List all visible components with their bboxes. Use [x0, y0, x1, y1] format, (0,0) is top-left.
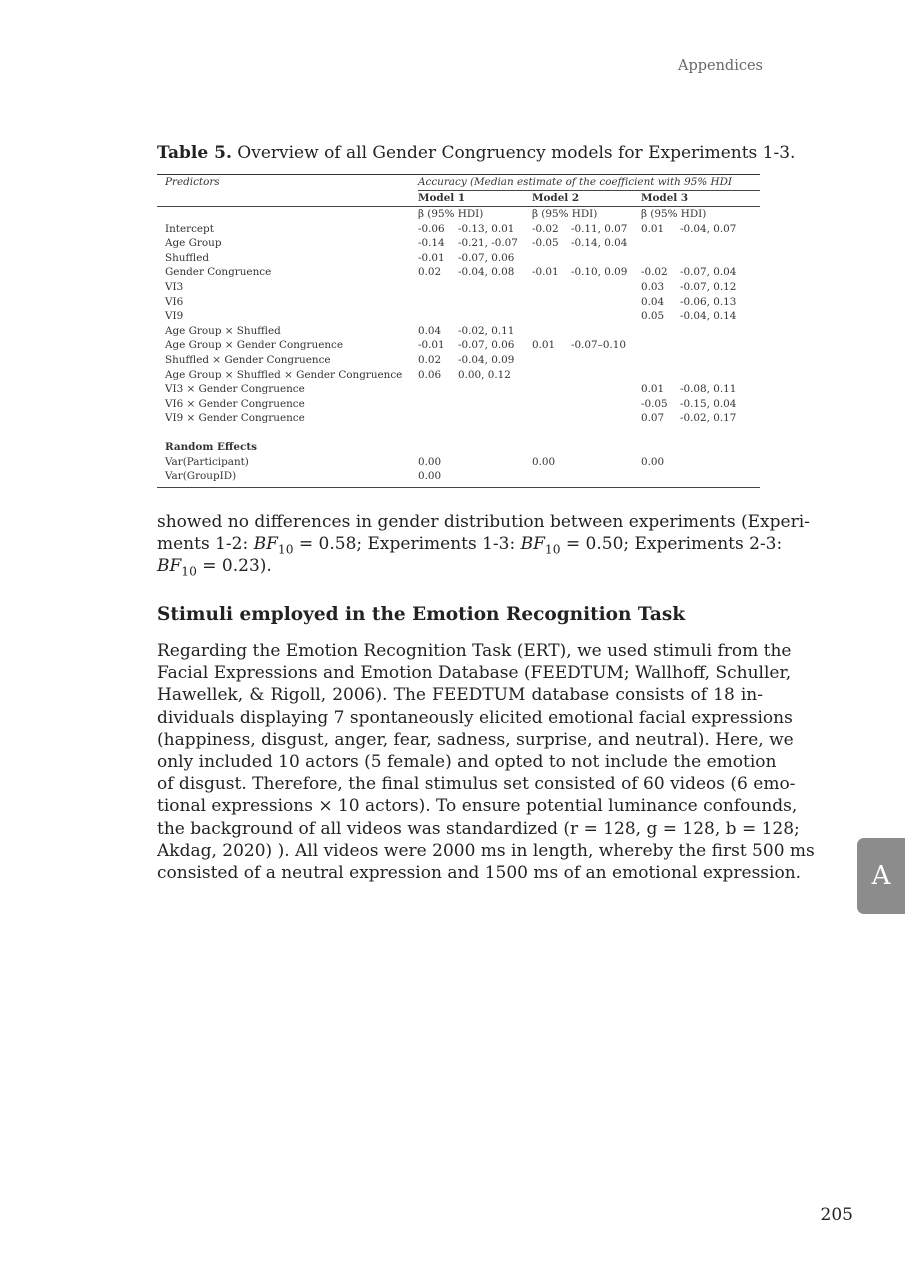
model-1-hdi: -0.04, 0.09 — [458, 353, 515, 366]
bayes-factor-subscript: 10 — [277, 542, 294, 557]
predictor-label: Shuffled × Gender Congruence — [165, 353, 331, 366]
table-row — [157, 295, 760, 310]
model-1-estimate: -0.14 — [418, 237, 445, 250]
beta-header-row — [157, 207, 760, 222]
model-3-hdi: -0.04, 0.14 — [680, 310, 737, 323]
predictor-label: VI9 — [165, 310, 184, 323]
paragraph-1 — [157, 511, 810, 579]
model-1-hdi: -0.21, -0.07 — [458, 237, 518, 250]
bayes-factor-symbol: BF — [157, 556, 182, 577]
model-1-hdi: -0.07, 0.06 — [458, 251, 515, 264]
predictors-header: Predictors — [165, 176, 220, 188]
model-3-hdi: -0.07, 0.12 — [680, 280, 737, 293]
table-row — [157, 368, 760, 383]
model-1-estimate: -0.06 — [418, 222, 445, 235]
model-3-variance: 0.00 — [641, 455, 665, 468]
table-row — [157, 338, 760, 353]
model-1-estimate: 0.06 — [418, 368, 442, 381]
model-2-estimate: -0.05 — [532, 237, 559, 250]
model-1-estimate: -0.01 — [418, 251, 445, 264]
model-3-estimate: -0.05 — [641, 397, 668, 410]
table-row — [157, 280, 760, 295]
model-3-estimate: -0.02 — [641, 266, 668, 279]
paragraph-2-line: of disgust. Therefore, the final stimulus set consisted of 60 videos (6 emo- — [157, 774, 796, 795]
table-row — [157, 236, 760, 251]
predictor-label: VI9 × Gender Congruence — [165, 412, 305, 425]
results-table — [157, 174, 760, 488]
model-3-estimate: 0.03 — [641, 280, 665, 293]
paragraph-2-line: Hawellek, & Rigoll, 2006). The FEEDTUM database consists of 18 in- — [157, 685, 763, 706]
paragraph-2-line: (happiness, disgust, anger, fear, sadness, surprise, and neutral). Here, we — [157, 729, 794, 750]
bayes-factor-symbol: BF — [520, 534, 545, 555]
text-run: = 0.50; Experiments 2-3: — [560, 534, 783, 555]
paragraph-1-line — [157, 555, 763, 577]
paragraph-2-line: consisted of a neutral expression and 1500 ms of an emotional expression. — [157, 862, 802, 883]
model-2-header: Model 2 — [532, 192, 580, 204]
bayes-factor-symbol: BF — [253, 534, 278, 555]
model-2-hdi: -0.07–0.10 — [571, 339, 626, 352]
table-caption — [157, 142, 796, 164]
model-1-header: Model 1 — [418, 192, 466, 204]
model-1-estimate: 0.02 — [418, 353, 442, 366]
model-header-row — [157, 191, 760, 206]
model-1-hdi: 0.00, 0.12 — [458, 368, 511, 381]
random-effect-row — [157, 469, 760, 484]
model-1-estimate: -0.01 — [418, 339, 445, 352]
table-row — [157, 382, 760, 397]
model-1-hdi: -0.07, 0.06 — [458, 339, 515, 352]
model-3-hdi: -0.04, 0.07 — [680, 222, 737, 235]
table-caption-label: Table 5. — [157, 143, 232, 163]
model-2-estimate: 0.01 — [532, 339, 556, 352]
model-1-variance: 0.00 — [418, 470, 442, 483]
model-3-estimate: 0.01 — [641, 383, 665, 396]
table-row — [157, 324, 760, 339]
model-2-estimate: -0.02 — [532, 222, 559, 235]
predictor-label: Age Group × Shuffled × Gender Congruence — [165, 368, 403, 381]
table-row — [157, 411, 760, 426]
model-3-estimate: 0.01 — [641, 222, 665, 235]
random-effect-label: Var(Participant) — [165, 455, 249, 468]
predictor-label: VI6 — [165, 295, 184, 308]
model-2-hdi: -0.10, 0.09 — [571, 266, 628, 279]
model-1-estimate: 0.02 — [418, 266, 442, 279]
model-3-hdi: -0.08, 0.11 — [680, 383, 737, 396]
model-3-estimate: 0.05 — [641, 310, 665, 323]
table-row — [157, 265, 760, 280]
bayes-factor-subscript: 10 — [181, 564, 197, 579]
accuracy-header: Accuracy (Median estimate of the coefficient with 95% HDI — [418, 176, 733, 188]
paragraph-1-line — [157, 533, 783, 557]
model-3-estimate: 0.07 — [641, 412, 665, 425]
random-effects-label: Random Effects — [165, 440, 258, 453]
model-3-hdi: -0.07, 0.04 — [680, 266, 737, 279]
model-2-hdi: -0.14, 0.04 — [571, 237, 628, 250]
section-heading: Stimuli employed in the Emotion Recognition Task — [157, 604, 686, 625]
model-1-hdi: -0.13, 0.01 — [458, 222, 515, 235]
paragraph-2-line: Akdag, 2020) ). All videos were 2000 ms in length, whereby the first 500 ms — [157, 840, 815, 861]
model-3-hdi: -0.02, 0.17 — [680, 412, 737, 425]
running-header: Appendices — [677, 58, 763, 74]
model-2-hdi: -0.11, 0.07 — [571, 222, 628, 235]
random-effects-header — [157, 440, 760, 455]
paragraph-1-line: showed no differences in gender distribution between experiments (Experi- — [157, 512, 810, 532]
text-run: = 0.23). — [196, 556, 272, 577]
model-2-variance: 0.00 — [532, 455, 556, 468]
model-2-estimate: -0.01 — [532, 266, 559, 279]
predictor-label: VI3 × Gender Congruence — [165, 383, 305, 396]
predictor-label: Age Group × Gender Congruence — [165, 339, 344, 352]
predictor-label: VI6 × Gender Congruence — [165, 397, 305, 410]
table-caption-text: Overview of all Gender Congruency models for Experiments 1-3. — [237, 143, 796, 163]
predictor-label: Age Group × Shuffled — [165, 324, 281, 337]
predictor-label: Shuffled — [165, 251, 210, 264]
bayes-factor-subscript: 10 — [544, 542, 561, 557]
model-3-hdi: -0.06, 0.13 — [680, 295, 737, 308]
table-header-row — [157, 175, 760, 190]
text-run: ments 1-2: — [157, 534, 254, 555]
predictor-label: Intercept — [165, 222, 214, 235]
model-1-hdi: -0.04, 0.08 — [458, 266, 515, 279]
paragraph-2-line: Facial Expressions and Emotion Database (FEEDTUM; Wallhoff, Schuller, — [157, 663, 792, 684]
model-3-estimate: 0.04 — [641, 295, 665, 308]
random-effect-row — [157, 455, 760, 470]
paragraph-2-line: Regarding the Emotion Recognition Task (ERT), we used stimuli from the — [157, 641, 792, 661]
beta-header-m1: β (95% HDI) — [418, 208, 484, 220]
model-1-estimate: 0.04 — [418, 324, 442, 337]
table-row — [157, 353, 760, 368]
table-row — [157, 397, 760, 412]
model-1-hdi: -0.02, 0.11 — [458, 324, 515, 337]
paragraph-2 — [157, 640, 815, 884]
model-3-hdi: -0.15, 0.04 — [680, 397, 737, 410]
table-row — [157, 222, 760, 237]
table-row — [157, 309, 760, 324]
page-number: 205 — [820, 1205, 853, 1225]
beta-header-m3: β (95% HDI) — [641, 208, 707, 220]
beta-header-m2: β (95% HDI) — [532, 208, 598, 220]
model-1-variance: 0.00 — [418, 455, 442, 468]
table-row — [157, 251, 760, 266]
paragraph-2-line: the background of all videos was standardized (r = 128, g = 128, b = 128; — [157, 818, 800, 839]
predictor-label: Gender Congruence — [165, 266, 272, 279]
text-run: = 0.58; Experiments 1-3: — [293, 534, 521, 555]
predictor-label: Age Group — [165, 237, 222, 250]
predictor-label: VI3 — [165, 280, 184, 293]
paragraph-2-line: only included 10 actors (5 female) and opted to not include the emotion — [157, 751, 777, 772]
paragraph-2-line: tional expressions × 10 actors). To ensure potential luminance confounds, — [157, 796, 798, 817]
model-3-header: Model 3 — [641, 192, 689, 204]
paragraph-2-line: dividuals displaying 7 spontaneously elicited emotional facial expressions — [157, 707, 793, 728]
appendix-tab-marker: A — [857, 838, 905, 914]
random-effect-label: Var(GroupID) — [165, 470, 237, 483]
